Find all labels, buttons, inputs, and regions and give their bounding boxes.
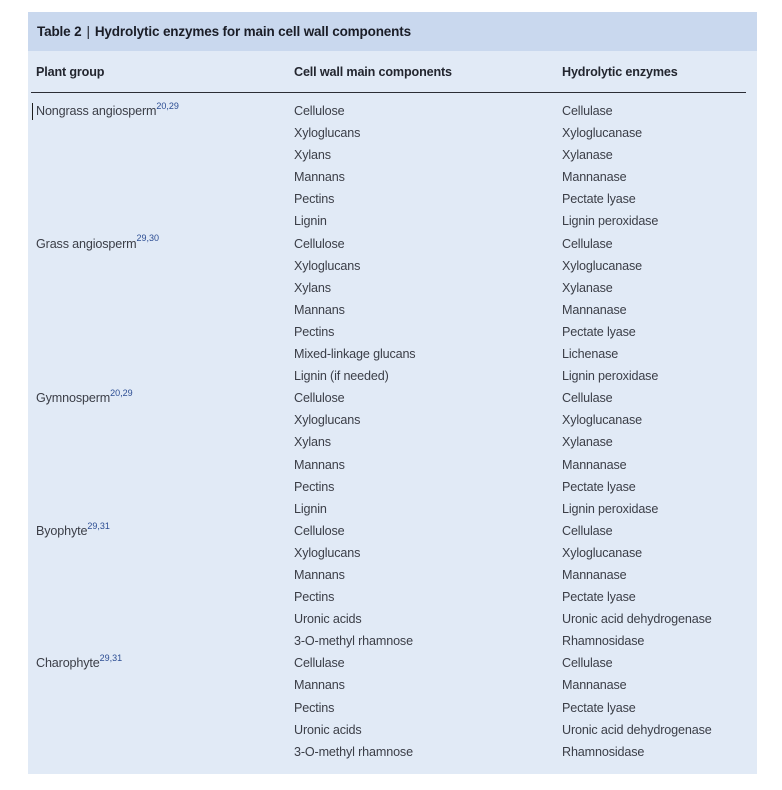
enzyme-cell: Xyloglucanase (562, 545, 642, 560)
plant-group-cell (36, 122, 294, 144)
enzyme-cell: Mannanase (562, 678, 627, 693)
component-cell: Mixed-linkage glucans (294, 347, 416, 362)
table-row (36, 365, 749, 387)
component-cell: Pectins (294, 479, 335, 494)
table-row (36, 409, 749, 431)
component-cell: Mannans (294, 302, 345, 317)
plant-group-label: Nongrass angiosperm (36, 104, 157, 118)
plant-group-cell (36, 188, 294, 210)
table-row (36, 122, 749, 144)
enzyme-cell: Xyloglucanase (562, 258, 642, 273)
enzyme-cell: Xyloglucanase (562, 126, 642, 141)
component-cell: Xyloglucans (294, 545, 361, 560)
enzyme-cell: Pectate lyase (562, 324, 636, 339)
enzyme-cell: Rhamnosidase (562, 634, 645, 649)
table-row (36, 630, 749, 652)
enzyme-cell: Mannanase (562, 170, 627, 185)
table-title-text: Hydrolytic enzymes for main cell wall components (94, 24, 411, 39)
table-row (36, 255, 749, 277)
paper-table (28, 12, 757, 774)
plant-group-cell (36, 719, 294, 741)
title-separator-icon: | (86, 24, 90, 39)
component-cell: Mannans (294, 457, 345, 472)
column-header-enzymes: Hydrolytic enzymes (562, 65, 678, 79)
table-row (36, 299, 749, 321)
component-cell: Pectins (294, 700, 335, 715)
table-row (36, 321, 749, 343)
enzyme-cell: Lignin peroxidase (562, 369, 659, 384)
table-row (36, 741, 749, 763)
plant-group-cell (36, 741, 294, 763)
component-cell: Mannans (294, 567, 345, 582)
plant-group-cell (36, 674, 294, 696)
plant-group-cell (36, 299, 294, 321)
plant-group-cell (36, 564, 294, 586)
plant-group-cell (36, 255, 294, 277)
plant-group-cell (36, 520, 294, 542)
plant-group-cell (36, 321, 294, 343)
enzyme-cell: Mannanase (562, 302, 627, 317)
component-cell: Cellulose (294, 236, 345, 251)
component-cell: Cellulose (294, 104, 345, 118)
enzyme-cell: Cellulase (562, 104, 613, 118)
component-cell: Lignin (294, 501, 327, 516)
reference-superscript[interactable]: 29,31 (99, 653, 123, 664)
plant-group-cell (36, 652, 294, 674)
table-row (36, 233, 749, 255)
plant-group-label: Byophyte (36, 523, 88, 538)
enzyme-cell: Cellulase (562, 236, 613, 251)
reference-superscript[interactable]: 20,29 (156, 100, 179, 111)
enzyme-cell: Xylanase (562, 280, 613, 295)
table-row (36, 520, 749, 542)
enzyme-cell: Xylanase (562, 148, 613, 163)
plant-group-cell (36, 498, 294, 520)
component-cell: Cellulase (294, 656, 345, 671)
table-row (36, 343, 749, 365)
component-cell: Xylans (294, 148, 331, 163)
table-row (36, 100, 749, 122)
enzyme-cell: Cellulase (562, 391, 613, 406)
table-body (28, 51, 757, 774)
table-title (37, 24, 411, 39)
table-row (36, 210, 749, 232)
enzyme-cell: Cellulase (562, 523, 613, 538)
enzyme-cell: Xylanase (562, 435, 613, 450)
plant-group-cell (36, 277, 294, 299)
component-cell: Uronic acids (294, 612, 362, 627)
enzyme-cell: Mannanase (562, 457, 627, 472)
table-row (36, 166, 749, 188)
component-cell: Pectins (294, 324, 335, 339)
component-cell: Lignin (294, 214, 327, 229)
plant-group-cell (36, 586, 294, 608)
reference-superscript[interactable]: 20,29 (110, 388, 133, 399)
table-row (36, 188, 749, 210)
column-header-plant-group: Plant group (36, 65, 105, 79)
plant-group-cell (36, 365, 294, 387)
component-cell: 3-O-methyl rhamnose (294, 634, 413, 649)
table-row (36, 674, 749, 696)
enzyme-cell: Cellulase (562, 656, 613, 671)
component-cell: Xylans (294, 280, 331, 295)
plant-group-cell (36, 343, 294, 365)
enzyme-cell: Pectate lyase (562, 192, 636, 207)
table-row (36, 476, 749, 498)
table-row (36, 586, 749, 608)
table-row (36, 542, 749, 564)
table-title-band (28, 12, 757, 51)
text-cursor (32, 103, 34, 120)
table-number: Table 2 (37, 24, 82, 39)
plant-group-cell (36, 542, 294, 564)
component-cell: Mannans (294, 678, 345, 693)
enzyme-cell: Rhamnosidase (562, 744, 645, 759)
plant-group-cell (36, 233, 294, 255)
table-row (36, 454, 749, 476)
plant-group-cell (36, 210, 294, 232)
component-cell: Xylans (294, 435, 331, 450)
column-header-row (28, 51, 757, 80)
plant-group-label: Gymnosperm (36, 391, 111, 406)
enzyme-cell: Mannanase (562, 567, 627, 582)
enzyme-cell: Lichenase (562, 347, 619, 362)
plant-group-label: Grass angiosperm (36, 236, 137, 251)
enzyme-cell: Pectate lyase (562, 590, 636, 605)
table-rows (28, 93, 757, 763)
table-row (36, 277, 749, 299)
plant-group-cell (36, 409, 294, 431)
plant-group-label: Charophyte (36, 656, 100, 671)
component-cell: Cellulose (294, 523, 345, 538)
component-cell: 3-O-methyl rhamnose (294, 744, 413, 759)
plant-group-cell (36, 431, 294, 453)
table-row (36, 564, 749, 586)
component-cell: Lignin (if needed) (294, 369, 389, 384)
table-row (36, 608, 749, 630)
column-header-components: Cell wall main components (294, 65, 452, 79)
component-cell: Cellulose (294, 391, 345, 406)
reference-superscript[interactable]: 29,31 (87, 520, 110, 531)
plant-group-cell (36, 454, 294, 476)
component-cell: Pectins (294, 192, 335, 207)
table-row (36, 697, 749, 719)
table-row (36, 498, 749, 520)
reference-superscript[interactable]: 29,30 (136, 233, 160, 244)
table-row (36, 719, 749, 741)
plant-group-cell (36, 166, 294, 188)
enzyme-cell: Uronic acid dehydrogenase (562, 612, 712, 627)
enzyme-cell: Uronic acid dehydrogenase (562, 722, 712, 737)
enzyme-cell: Lignin peroxidase (562, 501, 659, 516)
enzyme-cell: Pectate lyase (562, 479, 636, 494)
plant-group-cell (36, 387, 294, 409)
plant-group-cell (36, 476, 294, 498)
plant-group-cell (36, 608, 294, 630)
plant-group-cell (36, 697, 294, 719)
table-row (36, 144, 749, 166)
plant-group-cell (36, 630, 294, 652)
table-row (36, 387, 749, 409)
component-cell: Pectins (294, 590, 335, 605)
enzyme-cell: Pectate lyase (562, 700, 636, 715)
component-cell: Xyloglucans (294, 413, 361, 428)
component-cell: Mannans (294, 170, 345, 185)
enzyme-cell: Xyloglucanase (562, 413, 642, 428)
table-row (36, 431, 749, 453)
plant-group-cell (36, 144, 294, 166)
component-cell: Uronic acids (294, 722, 362, 737)
table-row (36, 652, 749, 674)
plant-group-cell (36, 100, 294, 122)
enzyme-cell: Lignin peroxidase (562, 214, 659, 229)
component-cell: Xyloglucans (294, 258, 361, 273)
component-cell: Xyloglucans (294, 126, 361, 141)
